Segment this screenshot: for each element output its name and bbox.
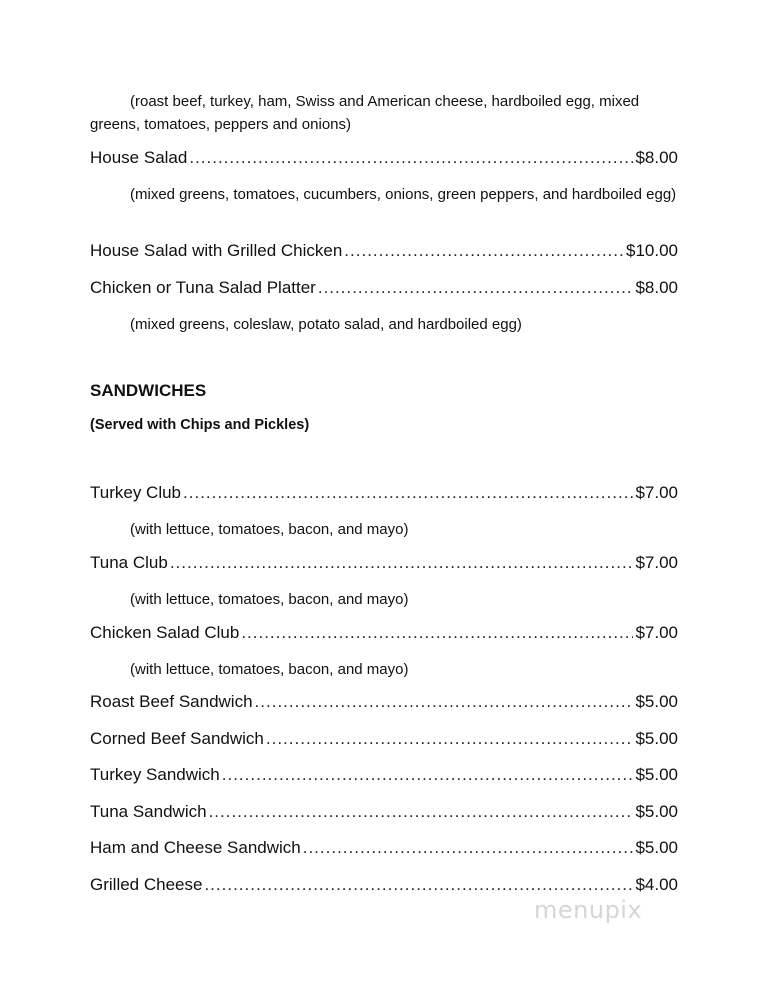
item-price: $7.00 — [635, 623, 678, 642]
item-price: $8.00 — [635, 148, 678, 167]
dot-leader — [241, 623, 633, 643]
item-name: House Salad with Grilled Chicken — [90, 241, 343, 260]
item-price: $4.00 — [635, 875, 678, 894]
item-name: Ham and Cheese Sandwich — [90, 838, 301, 857]
menu-item-ham-cheese-sandwich — [90, 838, 678, 858]
item-description: (with lettuce, tomatoes, bacon, and mayo) — [130, 661, 409, 678]
section-subheading: (Served with Chips and Pickles) — [90, 417, 310, 433]
menu-item-house-salad-grilled-chicken — [90, 241, 678, 261]
item-description: (mixed greens, coleslaw, potato salad, and hardboiled egg) — [130, 316, 522, 333]
item-price: $7.00 — [635, 553, 678, 572]
item-description: (with lettuce, tomatoes, bacon, and mayo) — [130, 521, 409, 538]
dot-leader — [344, 241, 624, 261]
dot-leader — [204, 875, 633, 895]
item-name: Tuna Club — [90, 553, 168, 572]
menupix-watermark: menupix — [534, 896, 643, 924]
item-name: Tuna Sandwich — [90, 802, 207, 821]
item-name: Chicken or Tuna Salad Platter — [90, 278, 316, 297]
item-price: $5.00 — [635, 729, 678, 748]
dot-leader — [209, 802, 634, 822]
item-name: Turkey Club — [90, 483, 182, 502]
item-price: $8.00 — [635, 278, 678, 297]
item-name: Chicken Salad Club — [90, 623, 240, 642]
menu-item-turkey-club — [90, 483, 678, 503]
item-price: $7.00 — [635, 483, 678, 502]
item-name: Corned Beef Sandwich — [90, 729, 264, 748]
item-name: Turkey Sandwich — [90, 765, 220, 784]
section-heading-sandwiches: SANDWICHES — [90, 381, 207, 400]
item-name: Roast Beef Sandwich — [90, 692, 253, 711]
menu-item-corned-beef-sandwich — [90, 729, 678, 749]
menu-item-grilled-cheese — [90, 875, 678, 895]
item-price: $5.00 — [635, 838, 678, 857]
menu-item-tuna-sandwich — [90, 802, 678, 822]
dot-leader — [222, 765, 634, 785]
dot-leader — [303, 838, 634, 858]
dot-leader — [255, 692, 634, 712]
item-price: $5.00 — [635, 765, 678, 784]
dot-leader — [318, 278, 634, 298]
menu-item-turkey-sandwich — [90, 765, 678, 785]
menu-item-tuna-club — [90, 553, 678, 573]
dot-leader — [170, 553, 634, 573]
dot-leader — [183, 483, 633, 503]
dot-leader — [266, 729, 634, 749]
item-price: $5.00 — [635, 802, 678, 821]
item-name: Grilled Cheese — [90, 875, 203, 894]
menu-item-chicken-tuna-platter — [90, 278, 678, 298]
dot-leader — [189, 148, 633, 168]
salad-intro-description: (roast beef, turkey, ham, Swiss and American cheese, hardboiled egg, mixed greens, tomatoes, peppers and onions) — [90, 93, 640, 133]
item-name: House Salad — [90, 148, 188, 167]
item-description: (mixed greens, tomatoes, cucumbers, onions, green peppers, and hardboiled egg) — [130, 186, 677, 203]
item-price: $5.00 — [635, 692, 678, 711]
menu-item-roast-beef-sandwich — [90, 692, 678, 712]
item-description: (with lettuce, tomatoes, bacon, and mayo) — [130, 591, 409, 608]
item-price: $10.00 — [626, 241, 678, 260]
menu-item-chicken-salad-club — [90, 623, 678, 643]
menu-item-house-salad — [90, 148, 678, 168]
